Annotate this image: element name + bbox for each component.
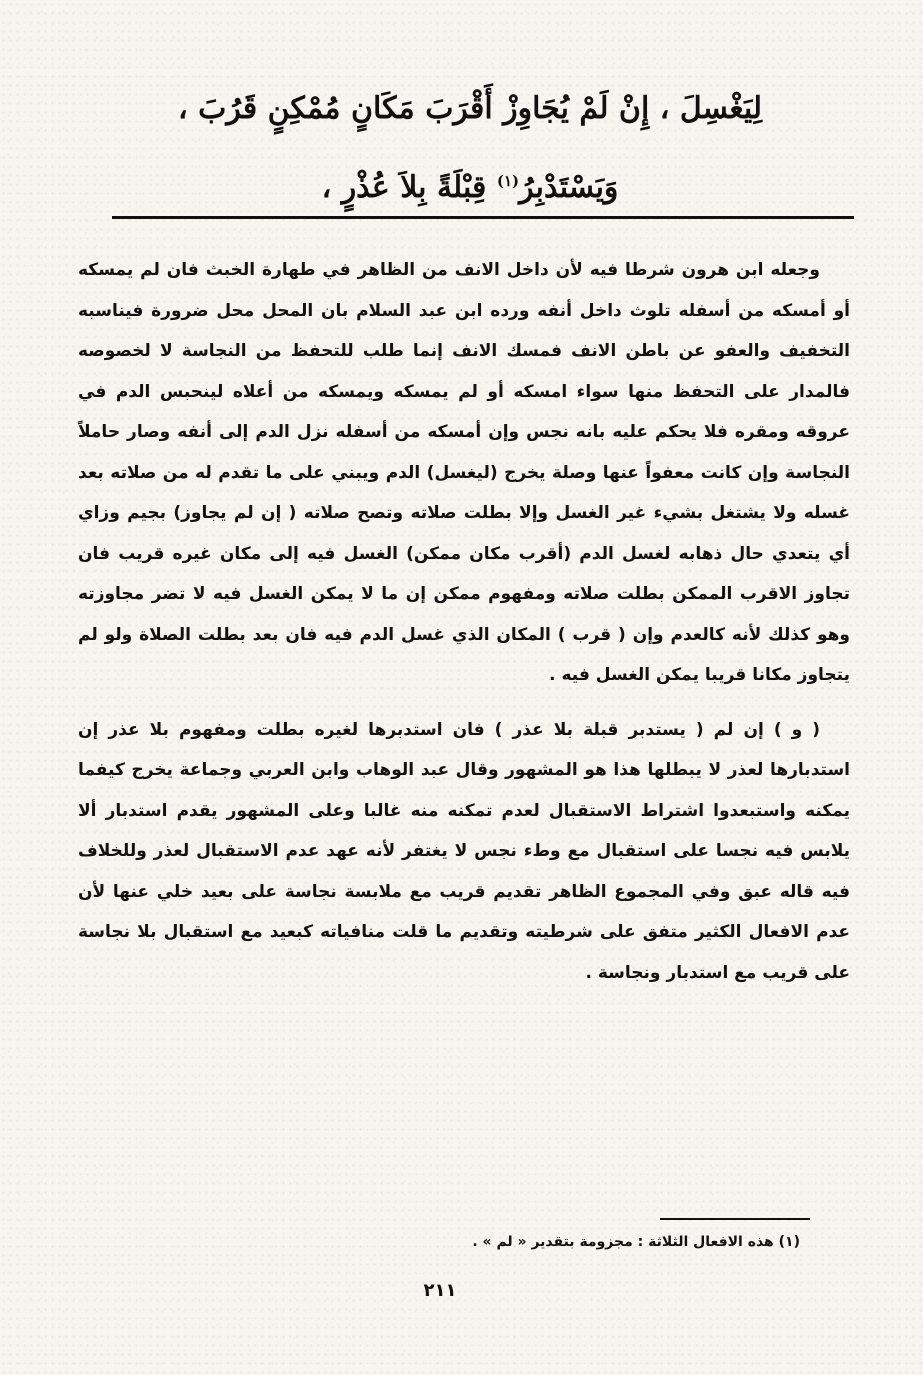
footnote-reference: (١) (496, 172, 520, 190)
heading-line-2-start: وَيَسْتَدْبِرُ (519, 170, 619, 205)
heading-line-2-end: قِبْلَةً بِلاَ عُذْرٍ ، (321, 170, 487, 205)
body-paragraph-1: وجعله ابن هرون شرطا فيه لأن داخل الانف من الظاهر في طهارة الخبث فان لم يمسكه أو أمسكه من أسفله تلوث داخل أنفه ورده ابن عبد السلام بان المحل محل ضرورة فيناسبه التخفيف والعفو عن باطن الانف فمسك الانف إنما طلب للتحفظ من النجاسة لا لخصوصه فالمدار على التحفظ منها سواء امسكه أو لم يمسكه ويمسكه من أعلاه لينحبس الدم في عروقه ومقره فلا يحكم عليه بانه نجس وإن أمسكه من أسفله نزل الدم إلى أنفه وصار حاملاً النجاسة وإن كانت معفواً عنها وصلة يخرج (ليغسل) الدم ويبني على ما تقدم له من صلاته بعد غسله ولا يشتغل بشيء غير الغسل وإلا بطلت صلاته وتصح صلاته ( إن لم يجاوز) بجيم وزاي أي يتعدي حال ذهابه لغسل الدم (أقرب مكان ممكن) الغسل فيه إلى مكان غيره قريب فان تجاوز الاقرب الممكن بطلت صلاته ومفهوم ممكن إن ما لا يمكن الغسل فيه لا تضر مجاوزته وهو كذلك لأنه كالعدم وإن ( قرب ) المكان الذي غسل الدم فيه فان بعد بطلت الصلاة ولو لم يتجاوز مكانا قريبا يمكن الغسل فيه . (78, 260, 850, 685)
header-divider (112, 216, 854, 219)
commentary-body (78, 250, 850, 993)
page-number: ٢١١ (423, 1280, 457, 1301)
heading-line-2 (100, 160, 840, 209)
heading-line-1: لِيَغْسِلَ ، إِنْ لَمْ يُجَاوِزْ أَقْرَبَ مَكَانٍ مُمْكِنٍ قَرُبَ ، (177, 91, 763, 126)
body-paragraph-2: ( و ) إن لم ( يستدبر قبلة بلا عذر ) فان استدبرها لغيره بطلت ومفهوم بلا عذر إن استدبارها لعذر لا يبطلها هذا هو المشهور وقال عبد الوهاب وابن العربي وجماعة يخرج كيفما يمكنه واستبعدوا اشتراط الاستقبال لعدم تمكنه منه غالبا وعلى المشهور يقدم استدبار ألا يلابس فيه نجسا على استقبال مع وطء نجس لا يغتفر لأنه عهد عدم الاستقبال لعذر وللخلاف فيه قاله عبق وفي المجموع الظاهر تقديم قريب مع ملابسة نجاسة على بعيد خلي عنها لأن عدم الافعال الكثير متفق على شرطيته وتقديم ما قلت منافياته كبعيد مع استقبال بلا نجاسة على قريب مع استدبار ونجاسة . (78, 719, 850, 983)
footnote-divider (660, 1218, 810, 1220)
footnote: (١) هذه الافعال الثلاثة : مجزومة بتقدير « لم » . (472, 1234, 800, 1250)
